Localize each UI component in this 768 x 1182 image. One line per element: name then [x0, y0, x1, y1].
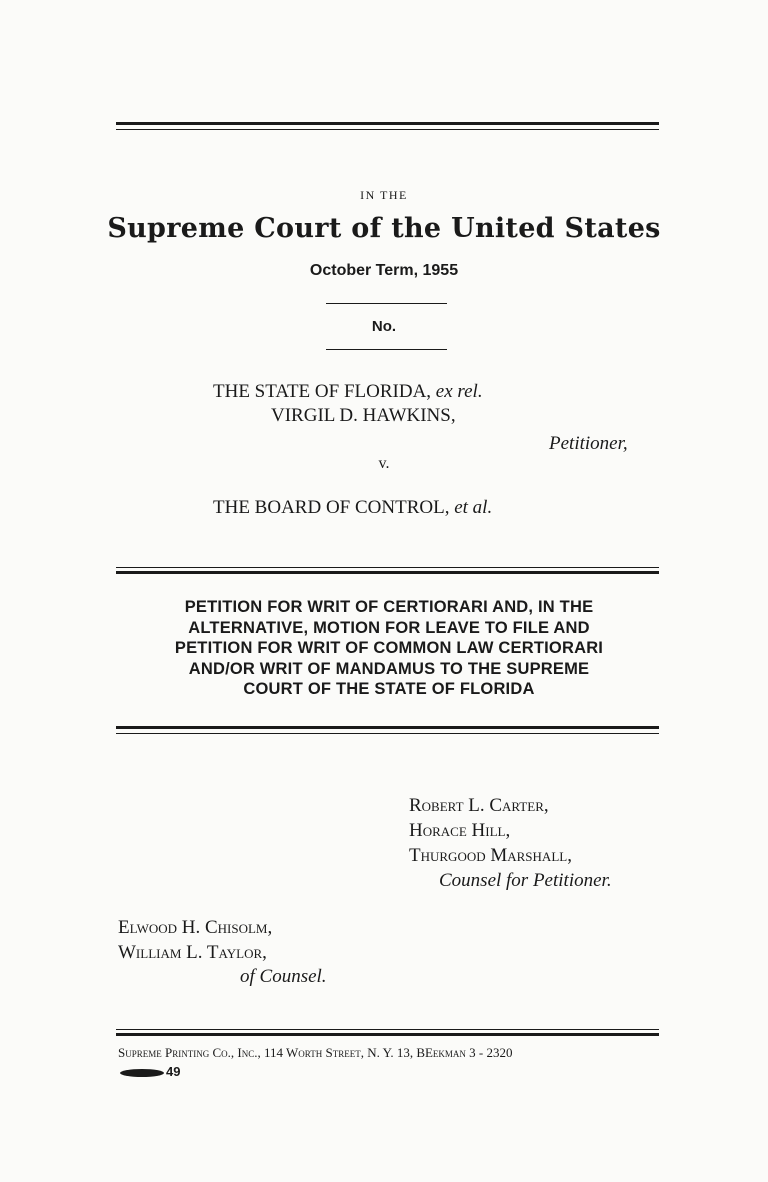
- respondent-name: THE BOARD OF CONTROL, et al.: [213, 497, 493, 518]
- title-line: COURT OF THE STATE OF FLORIDA: [243, 680, 535, 698]
- of-counsel-name: Elwood H. Chisolm,: [118, 917, 273, 938]
- printer-line: Supreme Printing Co., Inc., 114 Worth Street, N. Y. 13, BEekman 3 - 2320: [118, 1045, 513, 1060]
- counsel-name: Robert L. Carter,: [409, 795, 549, 816]
- title-rule-top-thin: [116, 567, 659, 568]
- footer-rule-thin: [116, 1029, 659, 1030]
- docket-rule-bottom: [326, 349, 447, 350]
- of-counsel-role: of Counsel.: [240, 966, 327, 987]
- title-rule-top: [116, 571, 659, 574]
- petitioner-role: Petitioner,: [549, 433, 628, 454]
- versus: v.: [378, 455, 390, 472]
- top-rule: [116, 122, 659, 125]
- docket-rule-top: [326, 303, 447, 304]
- counsel-name: Thurgood Marshall,: [409, 845, 572, 866]
- title-rule-bottom-thin: [116, 733, 659, 734]
- term-label: October Term, 1955: [309, 262, 459, 279]
- docket-number: No.: [371, 318, 397, 335]
- counsel-name: Horace Hill,: [409, 820, 511, 841]
- title-line: PETITION FOR WRIT OF CERTIORARI AND, IN THE: [184, 598, 594, 616]
- title-line: ALTERNATIVE, MOTION FOR LEAVE TO FILE AND: [188, 618, 590, 637]
- court-name: Supreme Court of the United States: [107, 213, 661, 244]
- title-line: AND/OR WRIT OF MANDAMUS TO THE SUPREME: [188, 659, 590, 678]
- title-line: PETITION FOR WRIT OF COMMON LAW CERTIORARI: [174, 639, 604, 657]
- in-the-label: IN THE: [360, 188, 408, 202]
- footer-rule: [116, 1033, 659, 1036]
- petitioner-name-line1: THE STATE OF FLORIDA, ex rel.: [213, 381, 483, 402]
- title-rule-bottom: [116, 726, 659, 729]
- counsel-role: Counsel for Petitioner.: [439, 870, 612, 891]
- document-title: [118, 597, 660, 700]
- petitioner-name-line2: VIRGIL D. HAWKINS,: [271, 405, 456, 426]
- top-rule-thin: [116, 129, 659, 130]
- union-label: 49: [120, 1064, 180, 1079]
- of-counsel-name: William L. Taylor,: [118, 942, 267, 963]
- ornament-icon: [120, 1069, 164, 1077]
